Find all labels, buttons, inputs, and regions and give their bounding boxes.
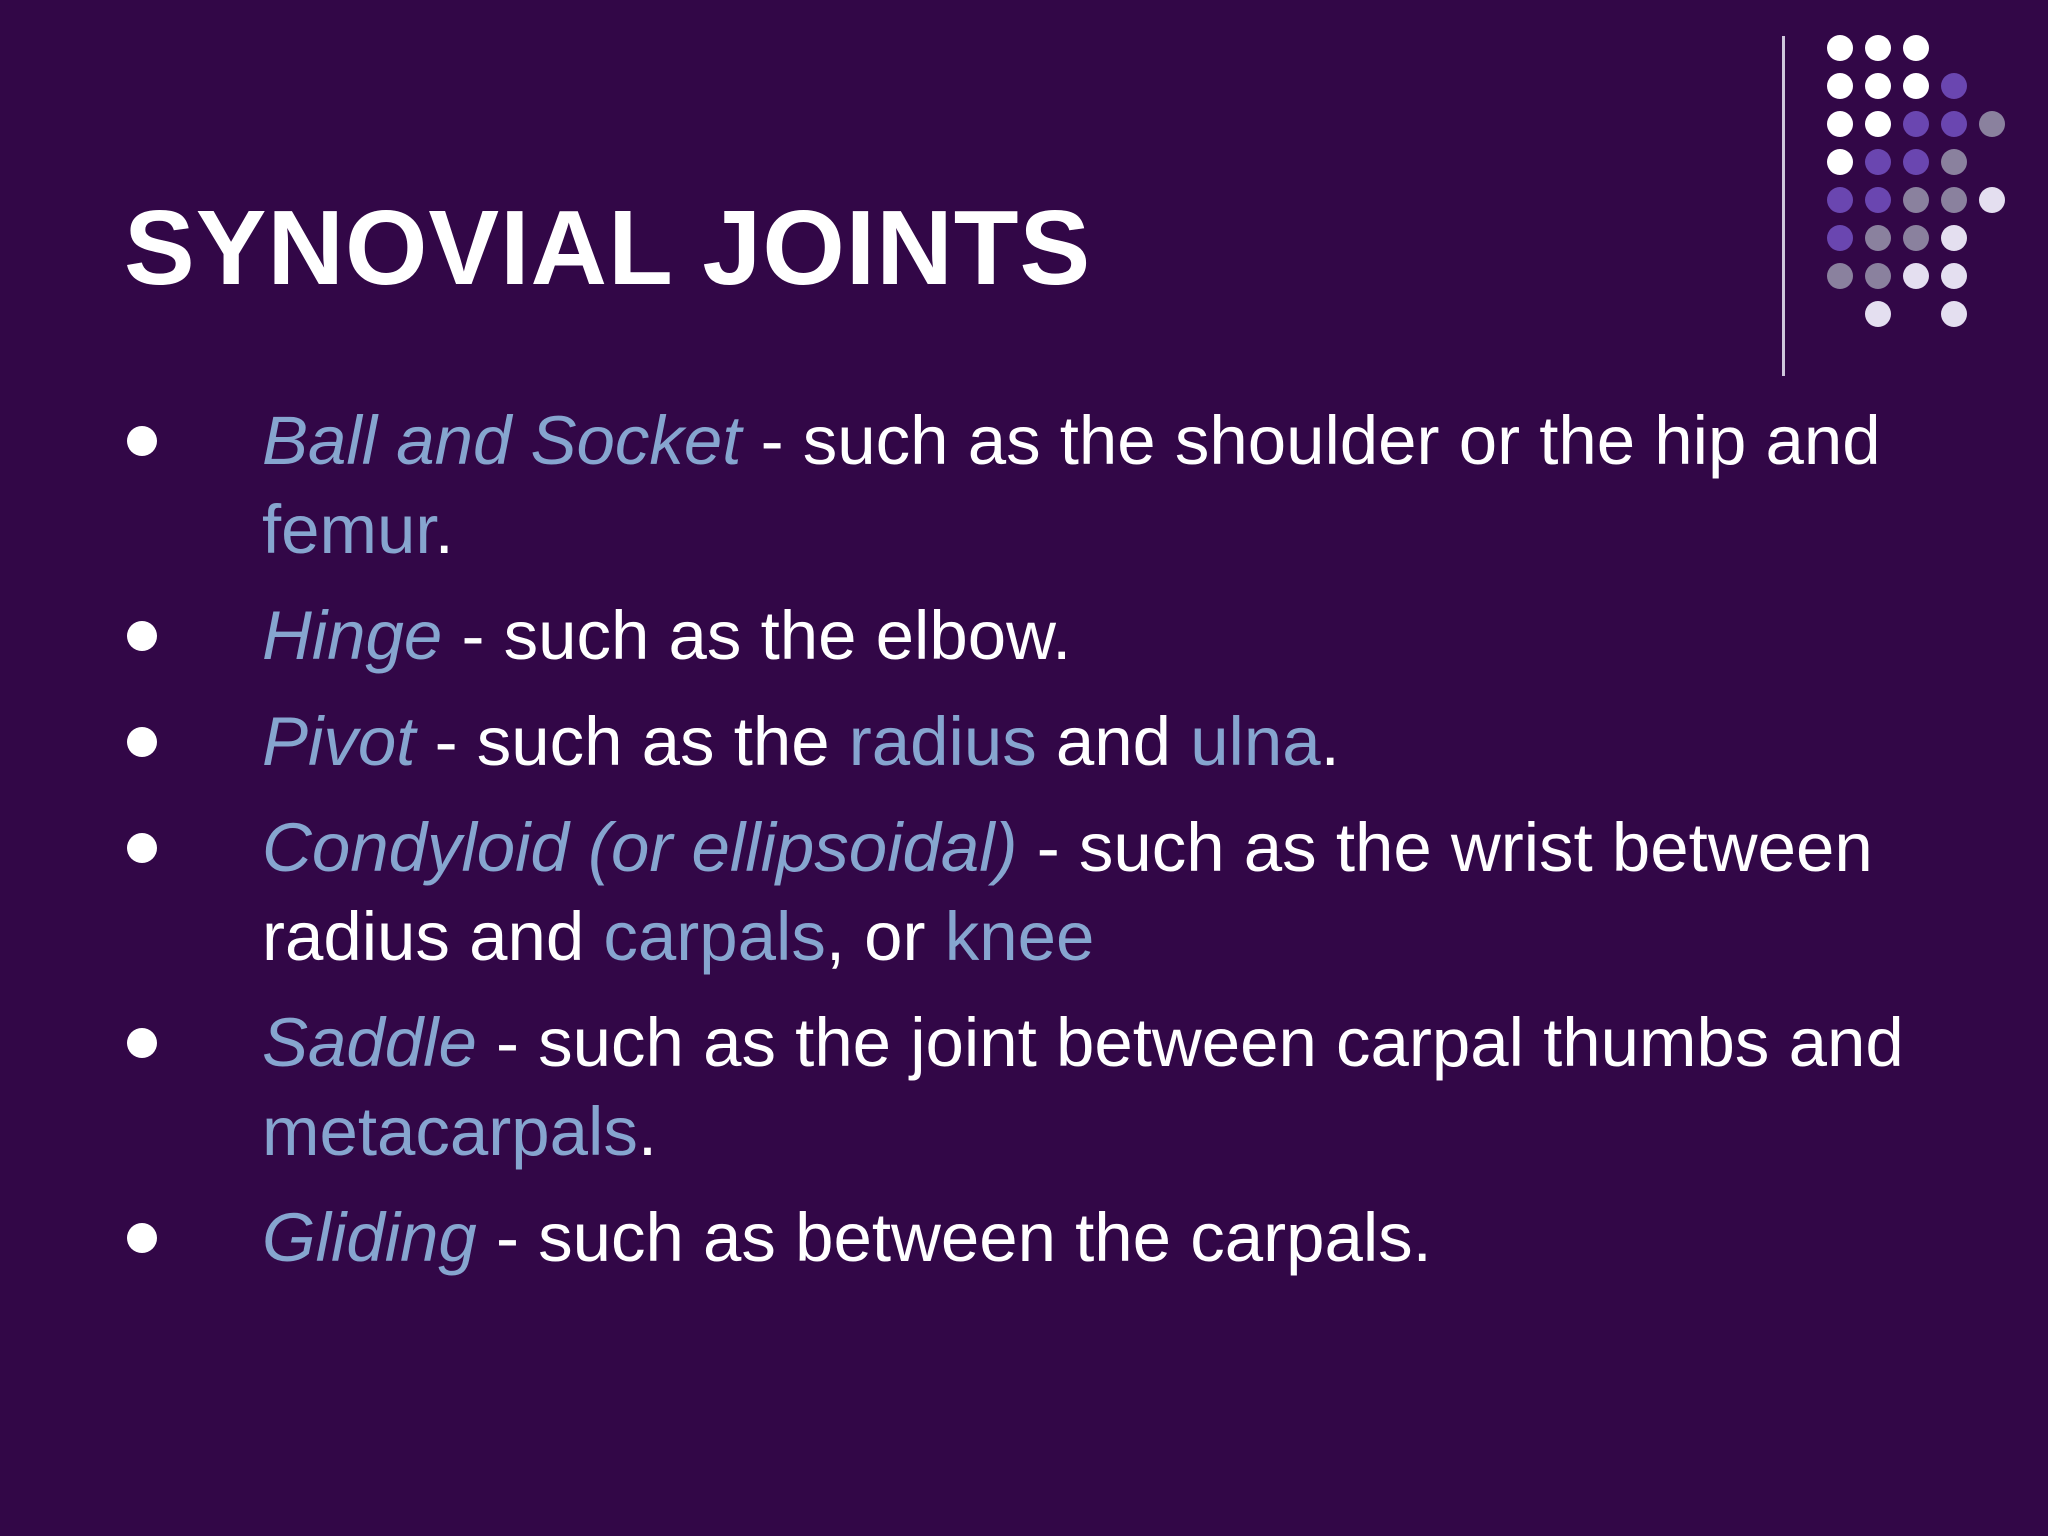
decorative-dot: [1865, 225, 1891, 251]
bullet-icon: [127, 727, 157, 757]
joint-term: Gliding: [262, 1199, 477, 1276]
decorative-dot: [1941, 73, 1967, 99]
bullet-icon: [127, 621, 157, 651]
bullet-text: - such as the elbow.: [442, 597, 1072, 674]
bullet-pivot: [124, 697, 1984, 786]
highlight-word: femur: [262, 491, 435, 568]
decorative-dot: [1827, 225, 1853, 251]
decorative-dot: [1941, 263, 1967, 289]
dot-grid-decoration: [1822, 32, 2022, 332]
decorative-dot: [1903, 225, 1929, 251]
decorative-dot: [1865, 73, 1891, 99]
slide-title: SYNOVIAL JOINTS: [124, 189, 1092, 307]
decorative-dot: [1865, 35, 1891, 61]
highlight-word: metacarpals: [262, 1093, 638, 1170]
decorative-dot: [1941, 187, 1967, 213]
decorative-dot: [1903, 187, 1929, 213]
decorative-dot: [1865, 187, 1891, 213]
bullet-text: - such as between the carpals.: [476, 1199, 1432, 1276]
bullet-text: - such as the shoulder or the hip and: [741, 402, 1881, 479]
highlight-word: knee: [944, 898, 1095, 975]
decorative-dot: [1865, 301, 1891, 327]
decorative-dot: [1827, 263, 1853, 289]
bullet-icon: [127, 833, 157, 863]
decorative-dot: [1903, 35, 1929, 61]
bullet-text: and: [1036, 703, 1191, 780]
decorative-dot: [1903, 111, 1929, 137]
joint-term: Saddle: [262, 1004, 477, 1081]
bullet-gliding: [124, 1193, 1984, 1282]
bullet-text: .: [637, 1093, 657, 1170]
bullet-text: - such as the joint between carpal thumbs and: [476, 1004, 1904, 1081]
decorative-dot: [1827, 35, 1853, 61]
decorative-dot: [1941, 149, 1967, 175]
decorative-dot: [1827, 149, 1853, 175]
bullet-icon: [127, 426, 157, 456]
decorative-dot: [1827, 111, 1853, 137]
bullet-text: .: [1320, 703, 1340, 780]
highlight-word: carpals: [603, 898, 826, 975]
decorative-dot: [1903, 263, 1929, 289]
bullet-hinge: [124, 591, 1984, 680]
decorative-dot: [1865, 263, 1891, 289]
decorative-dot: [1903, 149, 1929, 175]
decorative-dot: [1903, 73, 1929, 99]
bullet-ball-and-socket: [124, 396, 1984, 574]
decorative-dot: [1941, 301, 1967, 327]
decorative-divider: [1782, 36, 1785, 376]
decorative-dot: [1827, 73, 1853, 99]
joint-types-list: [124, 396, 1984, 1299]
decorative-dot: [1827, 187, 1853, 213]
highlight-word: ulna: [1190, 703, 1321, 780]
decorative-dot: [1941, 111, 1967, 137]
highlight-word: radius: [848, 703, 1037, 780]
bullet-text: - such as the: [415, 703, 849, 780]
decorative-dot: [1979, 111, 2005, 137]
bullet-icon: [127, 1028, 157, 1058]
decorative-dot: [1865, 149, 1891, 175]
decorative-dot: [1865, 111, 1891, 137]
bullet-text: .: [434, 491, 454, 568]
bullet-condyloid: [124, 803, 1984, 981]
joint-term: Hinge: [262, 597, 443, 674]
bullet-saddle: [124, 998, 1984, 1176]
bullet-text: , or: [825, 898, 945, 975]
decorative-dot: [1979, 187, 2005, 213]
joint-term: Condyloid (or ellipsoidal): [262, 809, 1018, 886]
bullet-text: - such as the wrist between radius and: [262, 809, 1873, 975]
joint-term: Ball and Socket: [262, 402, 742, 479]
joint-term: Pivot: [262, 703, 416, 780]
bullet-icon: [127, 1223, 157, 1253]
decorative-dot: [1941, 225, 1967, 251]
